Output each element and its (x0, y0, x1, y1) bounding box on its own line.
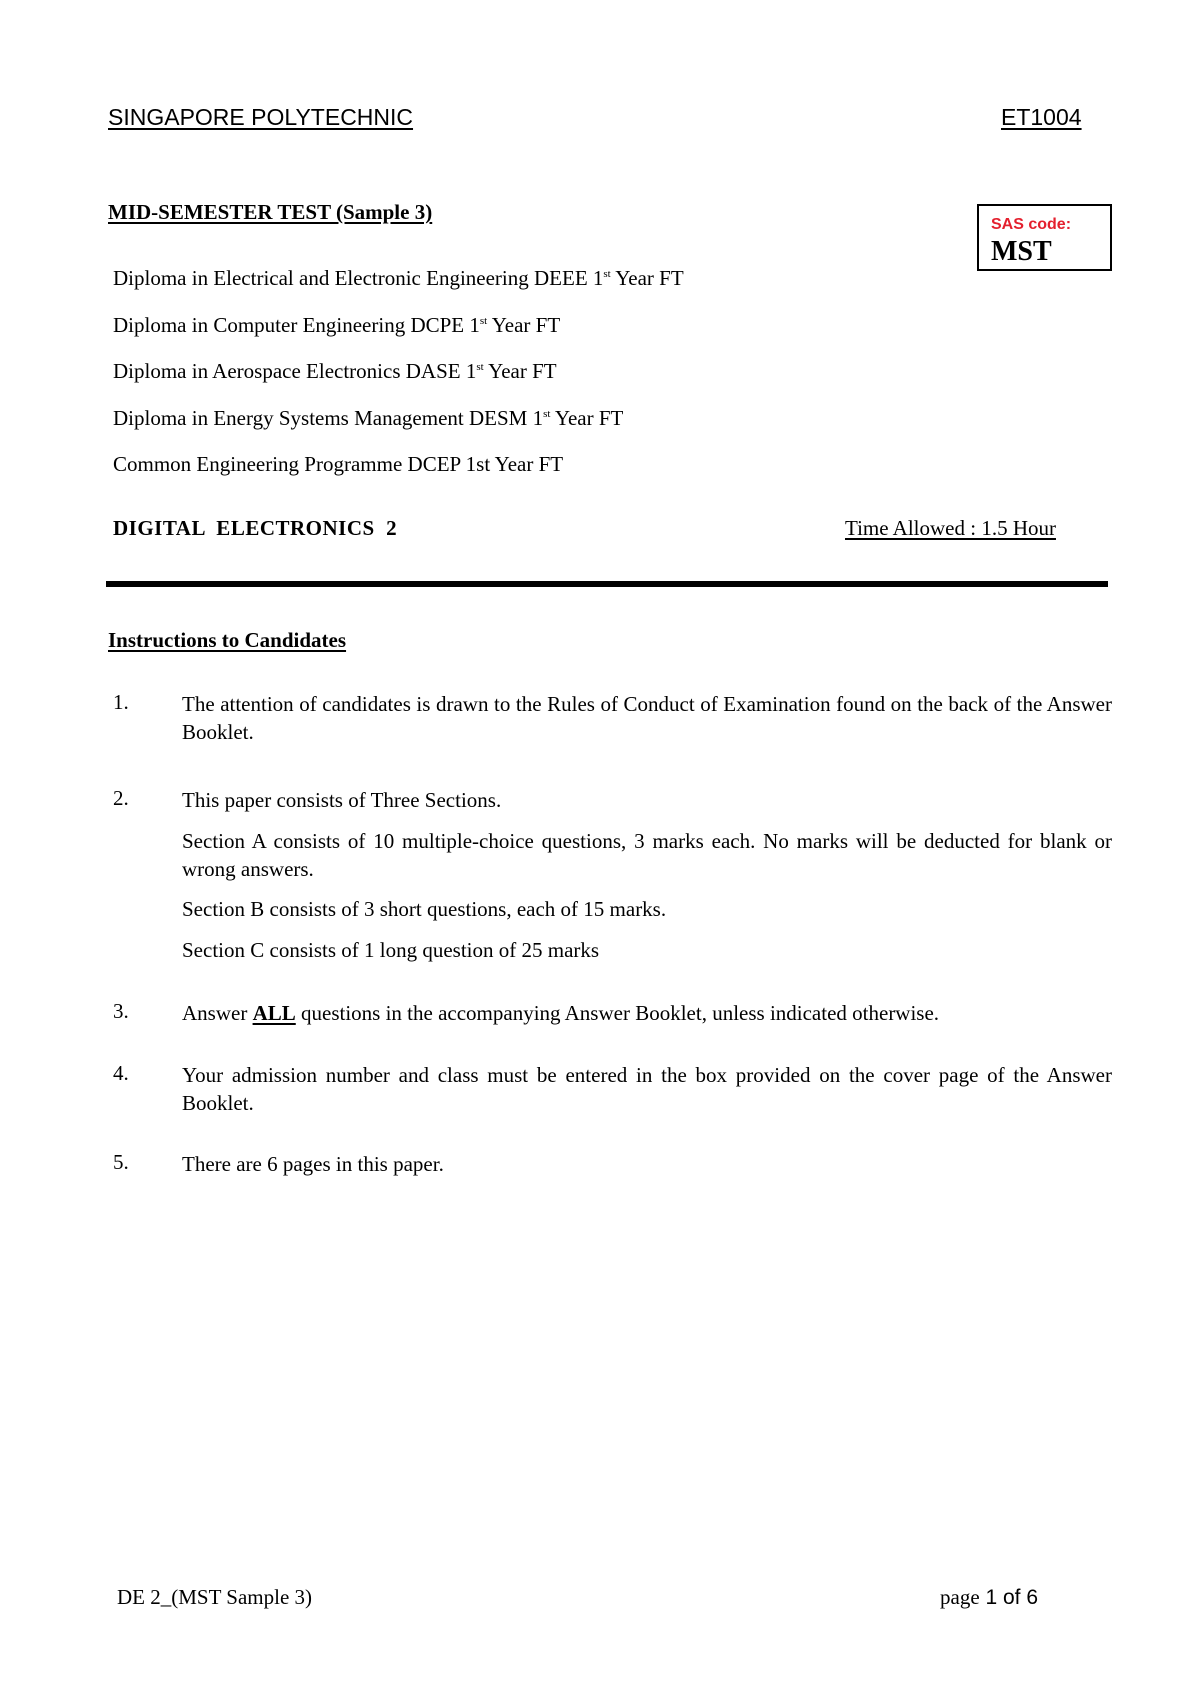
subject-title: DIGITAL ELECTRONICS 2 (113, 516, 398, 540)
module-code: ET1004 (1001, 104, 1082, 130)
footer-page-number: page 1 of 6 (940, 1585, 1039, 1609)
sas-code-label: SAS code: (991, 216, 1072, 233)
item-number: 2. (113, 786, 129, 810)
section-description: Section A consists of 10 multiple-choice questions, 3 marks each. No marks will be deducted for blank or wrong answers. (182, 829, 1112, 881)
test-title: MID-SEMESTER TEST (Sample 3) (108, 200, 433, 224)
sas-code-box (977, 204, 1112, 271)
section-divider (106, 581, 1108, 587)
diploma-line: Common Engineering Programme DCEP 1st Year FT (113, 452, 564, 476)
diploma-line: Diploma in Energy Systems Management DESM 1st Year FT (113, 406, 624, 430)
instruction-text: There are 6 pages in this paper. (182, 1152, 444, 1176)
instruction-text: The attention of candidates is drawn to the Rules of Conduct of Examination found on the back of the Answer Booklet. (182, 692, 1112, 744)
institution-name: SINGAPORE POLYTECHNIC (108, 104, 414, 130)
diploma-line: Diploma in Aerospace Electronics DASE 1st Year FT (113, 359, 557, 383)
diploma-line: Diploma in Electrical and Electronic Engineering DEEE 1st Year FT (113, 266, 684, 290)
sas-code-value: MST (991, 236, 1052, 267)
diploma-line: Diploma in Computer Engineering DCPE 1st Year FT (113, 313, 561, 337)
footer-document-id: DE 2_(MST Sample 3) (117, 1585, 313, 1609)
instruction-text: This paper consists of Three Sections. (182, 788, 502, 812)
instruction-text: Answer ALL questions in the accompanying Answer Booklet, unless indicated otherwise. (182, 1001, 940, 1025)
emphasis-all: ALL (252, 1001, 296, 1025)
item-number: 3. (113, 999, 129, 1023)
section-description: Section B consists of 3 short questions, each of 15 marks. (182, 897, 667, 921)
item-number: 5. (113, 1150, 129, 1174)
item-number: 4. (113, 1061, 129, 1085)
item-number: 1. (113, 690, 129, 714)
time-allowed: Time Allowed : 1.5 Hour (845, 516, 1056, 540)
instruction-text: Your admission number and class must be entered in the box provided on the cover page of the Answer Booklet. (182, 1063, 1112, 1115)
instructions-heading: Instructions to Candidates (108, 628, 347, 652)
section-description: Section C consists of 1 long question of 25 marks (182, 938, 600, 962)
